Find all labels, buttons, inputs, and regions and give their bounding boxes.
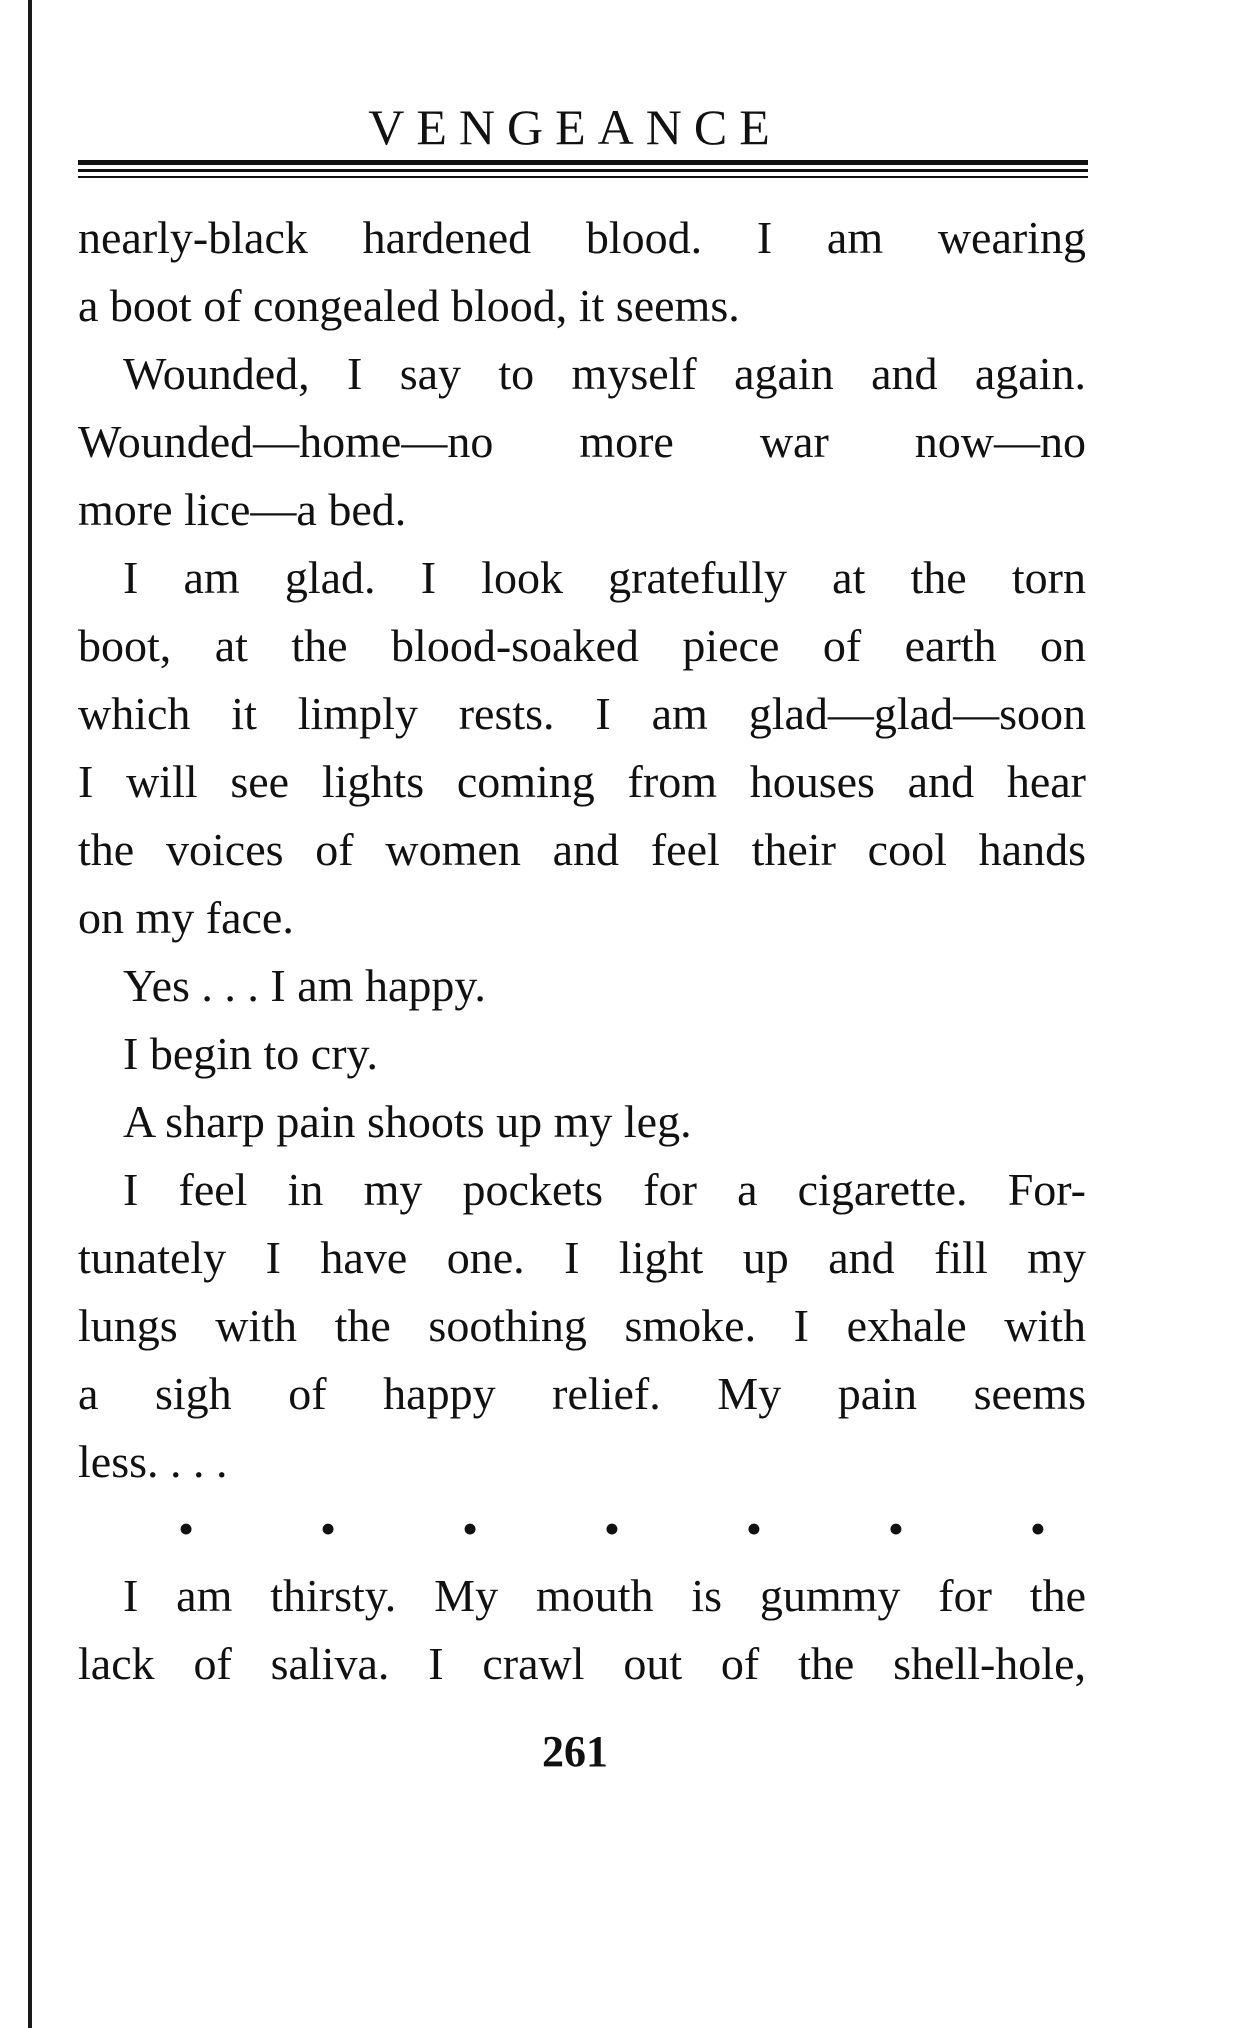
text-line: a sigh of happy relief. My pain seems [78,1368,1086,1419]
text-line: less. . . . [78,1436,228,1487]
text-line: more lice—a bed. [78,484,407,535]
body-text [78,204,1086,1698]
text-line: I begin to cry. [123,1028,379,1079]
section-break-dot: • [887,1503,904,1554]
section-break-dot: • [1029,1503,1046,1554]
text-line: boot, at the blood-soaked piece of earth on [78,620,1086,671]
text-line: on my face. [78,892,294,943]
text-line: I will see lights coming from houses and hear [78,756,1086,807]
section-break-dot: • [603,1503,621,1554]
binding-edge-line [28,0,32,2028]
text-line: nearly-black hardened blood. I am wearing [78,212,1086,263]
section-break [78,1496,1086,1562]
text-line: I feel in my pockets for a cigarette. For- [123,1164,1086,1215]
running-head: VENGEANCE [368,99,782,155]
text-lines-before-break [78,204,1086,1496]
text-line: lack of saliva. I crawl out of the shell-hole, [78,1638,1086,1689]
header-rule [78,160,1088,182]
page-margin [0,0,12,2028]
header-rule-thick [78,160,1088,165]
text-lines-after-break [78,1562,1086,1698]
text-line: Wounded, I say to myself again and again. [123,348,1086,399]
section-break-dot: • [178,1503,195,1554]
text-line: the voices of women and feel their cool hands [78,824,1086,875]
text-line: tunately I have one. I light up and fill my [78,1232,1086,1283]
text-line: which it limply rests. I am glad—glad—soon [78,688,1086,739]
section-break-dot: • [319,1503,337,1554]
text-line: a boot of congealed blood, it seems. [78,280,740,331]
text-line: I am thirsty. My mouth is gummy for the [123,1570,1086,1621]
text-line: A sharp pain shoots up my leg. [123,1096,692,1147]
header-rule-thin [78,176,1088,178]
section-break-dot: • [461,1503,479,1554]
text-line: lungs with the soothing smoke. I exhale with [78,1300,1086,1351]
header-rule-middle [78,169,1088,172]
text-line: I am glad. I look gratefully at the torn [123,552,1086,603]
section-break-dot: • [745,1503,762,1554]
text-line: Wounded—home—no more war now—no [78,416,1086,467]
text-line: Yes . . . I am happy. [123,960,486,1011]
page-number: 261 [542,1727,608,1776]
